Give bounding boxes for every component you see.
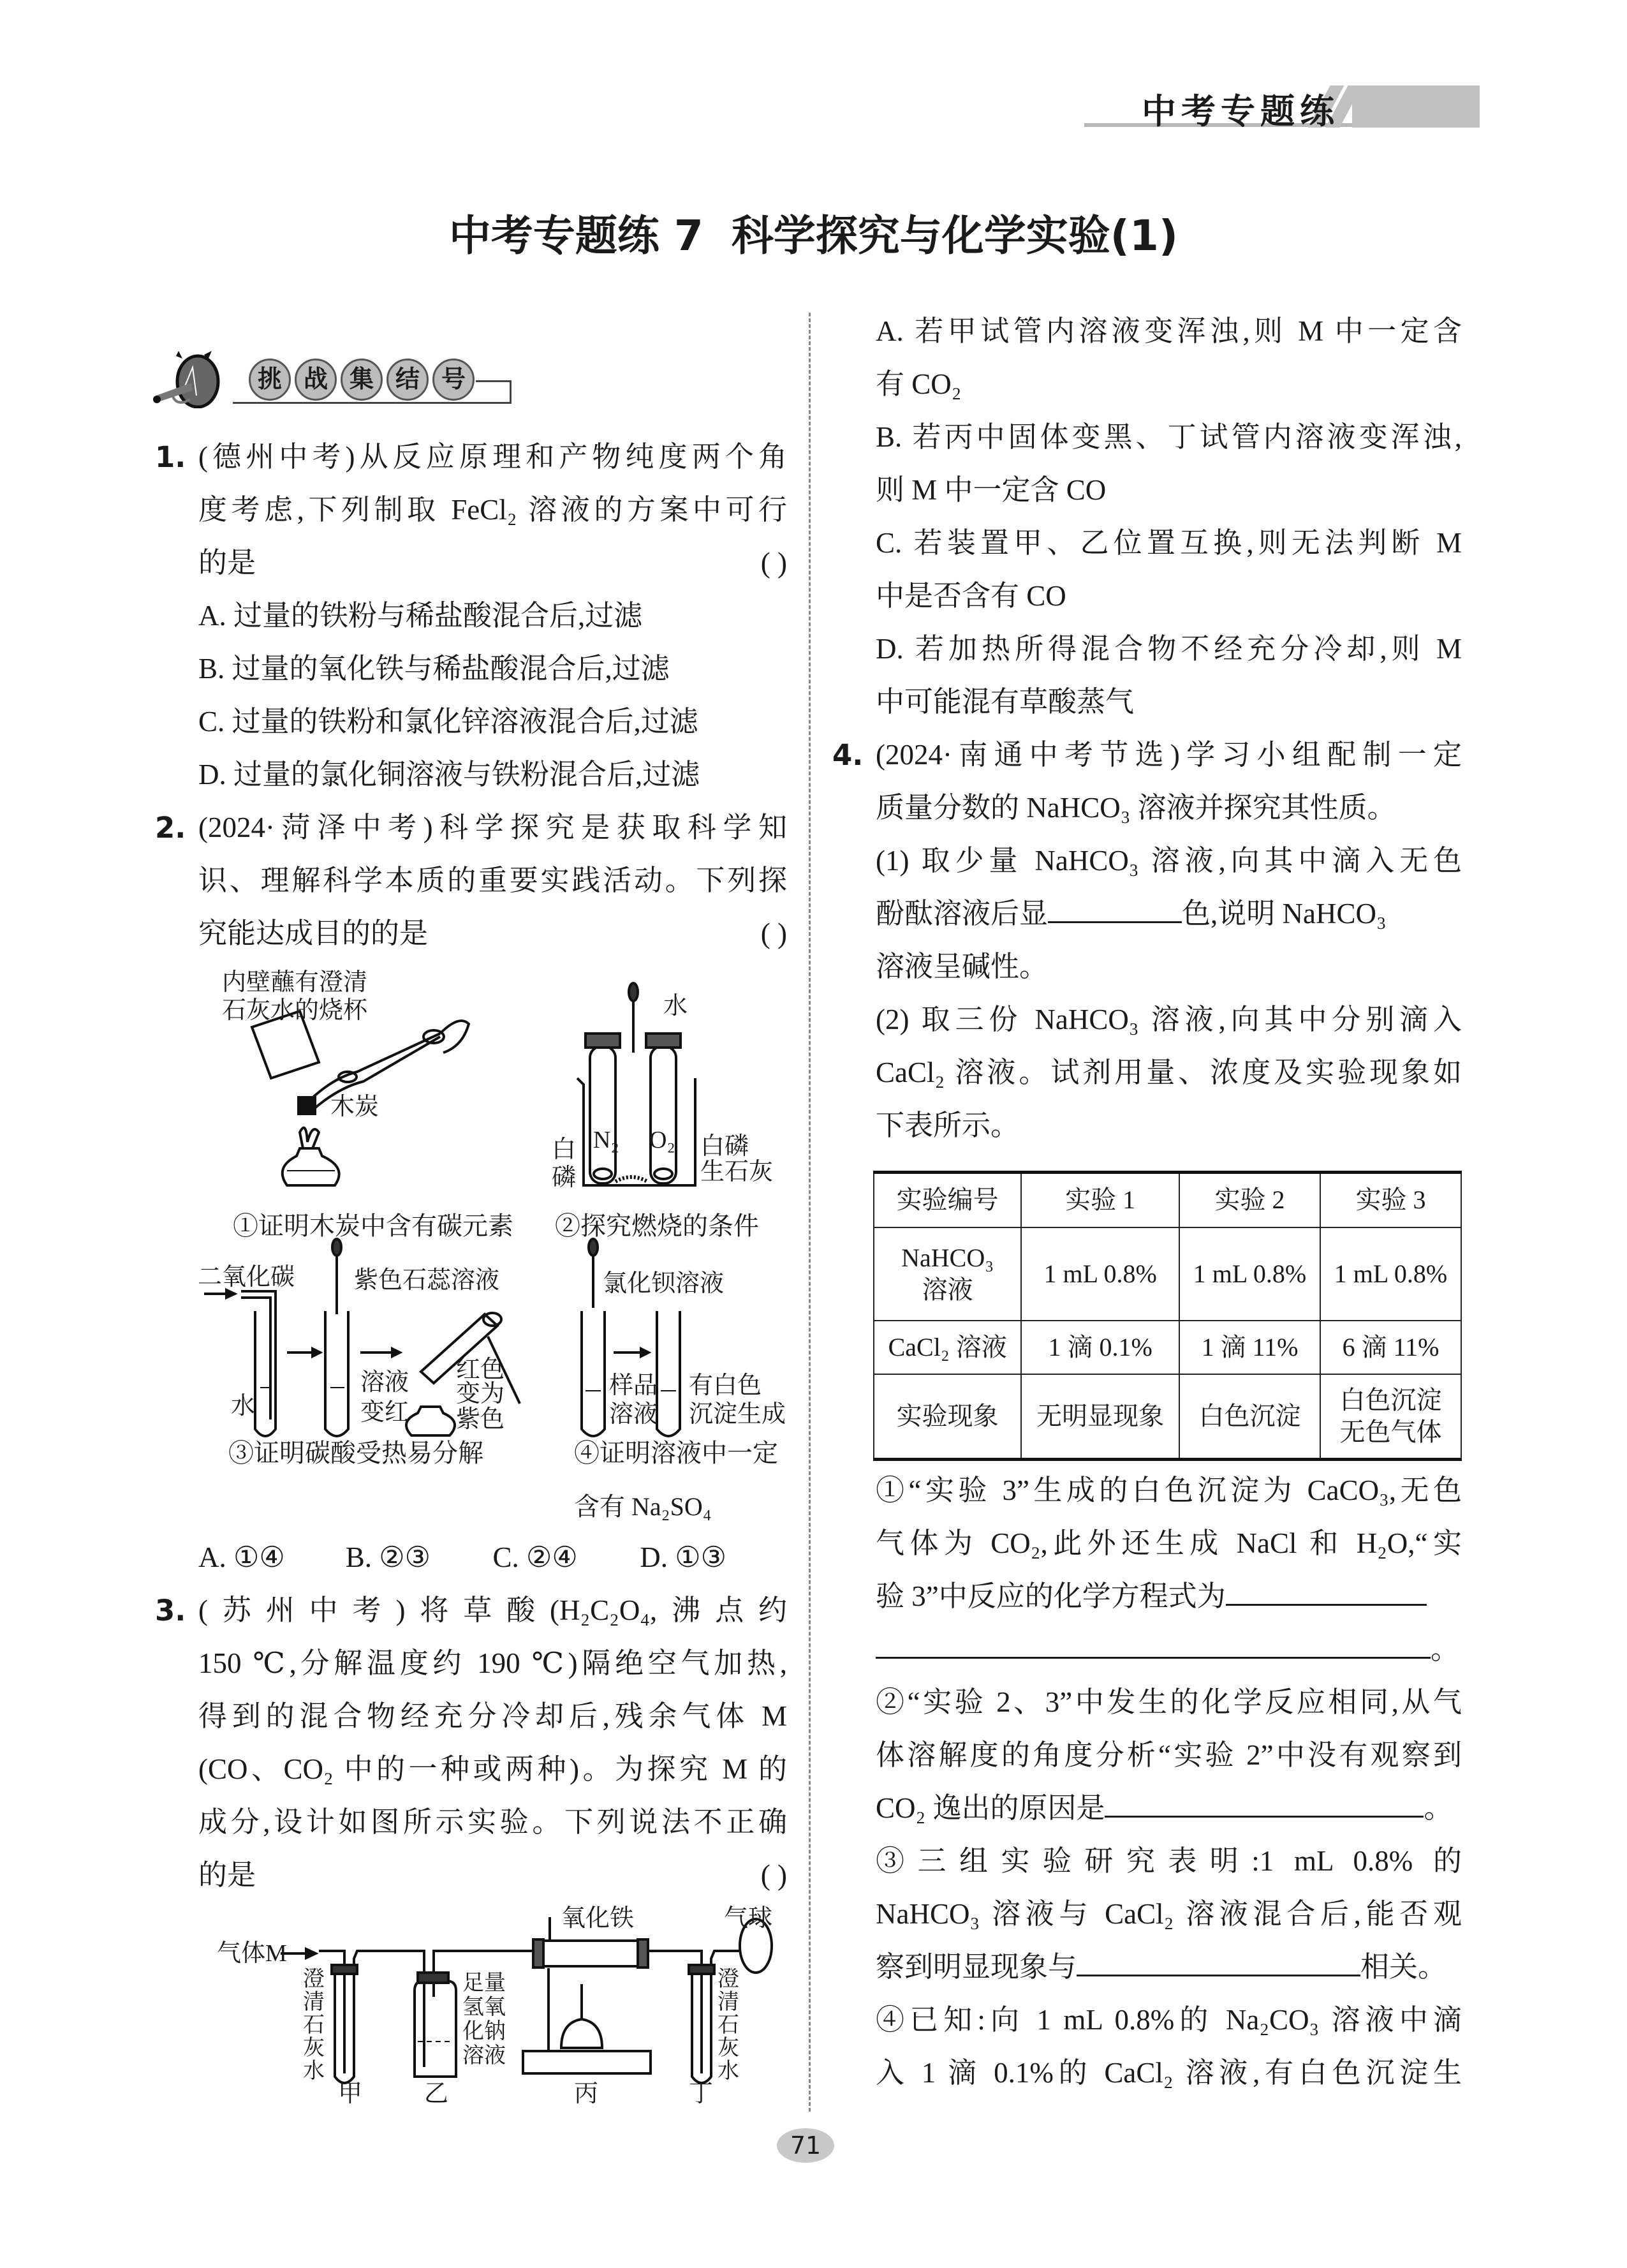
answer-blank[interactable]: ( )	[760, 917, 787, 949]
banner-char: 战	[295, 359, 337, 401]
q4-text: (2024·南通中考节选)学习小组配制一定	[876, 739, 1462, 771]
q4-line	[876, 1941, 1462, 1994]
header-section: 中考专题练	[1142, 93, 1339, 131]
q3-text: 得到的混合物经充分冷却后,残余气体 M	[198, 1700, 787, 1732]
q4-line	[876, 1782, 1462, 1835]
option-a: A. ①④	[198, 1541, 285, 1573]
row-label	[874, 1227, 1021, 1321]
label: 二氧化碳	[198, 1264, 295, 1291]
q4-text: 质量分数的 NaHCO₃ 溶液并探究其性质。	[876, 792, 1396, 824]
q4-text: ①“实验 3”生成的白色沉淀为 CaCO₃,无色	[876, 1474, 1462, 1506]
q4-text: 气体为 CO₂,此外还生成 NaCl 和 H₂O,“实	[876, 1527, 1462, 1559]
option-c: C. 若装置甲、乙位置互换,则无法判断 M	[876, 527, 1462, 559]
label: 足量氢氧化钠溶液	[462, 1971, 506, 2068]
q2-text: (2024·菏泽中考)科学探究是获取科学知	[198, 812, 787, 843]
table-cell	[1320, 1374, 1461, 1460]
q4-text: CO₂ 逸出的原因是	[876, 1792, 1105, 1824]
label: 气体M	[217, 1940, 287, 1967]
answer-blank[interactable]: ( )	[760, 1859, 787, 1891]
table-cell: 1 滴 11%	[1179, 1321, 1320, 1374]
label: 变为	[456, 1381, 505, 1407]
figure-q3-apparatus	[281, 1917, 772, 2083]
label: 样品	[609, 1372, 658, 1399]
label: 生石灰	[700, 1159, 774, 1185]
label: 磷	[552, 1164, 577, 1191]
answer-blank-factor[interactable]	[1077, 1941, 1360, 1976]
question-number: 2.	[155, 811, 186, 845]
table-header: 实验 2	[1179, 1173, 1320, 1227]
option-d: D. 若加热所得混合物不经充分冷却,则 M	[876, 633, 1462, 665]
page-number: 71	[777, 2128, 834, 2163]
question-number: 3.	[155, 1594, 186, 1627]
answer-blank[interactable]: ( )	[760, 547, 787, 579]
label: 气球	[724, 1905, 773, 1932]
label: 内壁蘸有澄清	[222, 969, 368, 996]
option-c-cont: 中是否含有 CO	[876, 580, 1066, 612]
q4-text: 验 3”中反应的化学方程式为	[876, 1580, 1226, 1612]
q3-text: 150 ℃,分解温度约 190 ℃)隔绝空气加热,	[198, 1647, 787, 1679]
label: 丁	[689, 2080, 714, 2107]
title-main: 中考专题练 7	[448, 211, 703, 260]
label: 溶液	[360, 1369, 409, 1396]
label: 甲	[338, 2080, 363, 2107]
figure-caption: ②探究燃烧的条件	[555, 1212, 759, 1240]
label: 氧化铁	[561, 1905, 635, 1932]
q4-line	[832, 729, 1462, 782]
label: 木炭	[330, 1093, 379, 1120]
q4-text: 体溶解度的角度分析“实验 2”中没有观察到	[876, 1739, 1462, 1771]
table-cell: 1 mL 0.8%	[1320, 1227, 1461, 1321]
label: 氯化钡溶液	[603, 1270, 725, 1297]
q4-line	[876, 887, 1462, 940]
q1-text: 度考虑,下列制取 FeCl₂ 溶液的方案中可行	[198, 494, 787, 526]
q4-text: ②“实验 2、3”中发生的化学反应相同,从气	[876, 1686, 1462, 1718]
q4-text: 。	[1424, 1792, 1453, 1824]
figure-caption: 含有 Na₂SO₄	[574, 1492, 712, 1521]
row-label-text: NaHCO₃	[901, 1243, 994, 1272]
label: 紫色石蕊溶液	[354, 1267, 500, 1294]
table-header-row	[874, 1173, 1461, 1227]
option-b: B. 若丙中固体变黑、丁试管内溶液变浑浊,	[876, 421, 1462, 453]
label: 水	[231, 1393, 256, 1419]
experiment-table	[873, 1171, 1462, 1461]
title-sub: 科学探究与化学实验(1)	[731, 211, 1179, 260]
label: 溶液	[609, 1401, 658, 1428]
q4-text: (1) 取少量 NaHCO₃ 溶液,向其中滴入无色	[876, 845, 1462, 877]
q4-text: 相关。	[1360, 1951, 1447, 1983]
table-cell: 1 mL 0.8%	[1021, 1227, 1179, 1321]
q4-text: ③三组实验研究表明:1 mL 0.8% 的	[876, 1845, 1462, 1877]
q1-text: 的是	[198, 547, 256, 579]
label: 丙	[574, 2080, 599, 2107]
label: 有白色	[689, 1372, 762, 1399]
table-cell: 1 滴 0.1%	[1021, 1321, 1179, 1374]
option-a-cont: 有 CO₂	[876, 368, 962, 400]
q4-text: 酚酞溶液后显	[876, 898, 1049, 930]
q4-text: 溶液呈碱性。	[876, 951, 1049, 982]
table-header: 实验 1	[1021, 1173, 1179, 1227]
q4-text: CaCl₂ 溶液。试剂用量、浓度及实验现象如	[876, 1056, 1462, 1088]
table-row	[874, 1374, 1461, 1460]
table-cell: 白色沉淀	[1179, 1374, 1320, 1460]
q4-line	[876, 1570, 1462, 1623]
q4-text: NaHCO₃ 溶液与 CaCl₂ 溶液混合后,能否观	[876, 1898, 1462, 1930]
label: 白磷	[700, 1133, 749, 1160]
option-d-cont: 中可能混有草酸蒸气	[876, 686, 1135, 718]
q4-line	[876, 1623, 1462, 1676]
figure-caption: ①证明木炭中含有碳元素	[233, 1212, 513, 1240]
table-header: 实验编号	[874, 1173, 1021, 1227]
option-b-cont: 则 M 中一定含 CO	[876, 474, 1107, 506]
q1-text: (德州中考)从反应原理和产物纯度两个角	[198, 441, 787, 473]
table-cell: 6 滴 11%	[1320, 1321, 1461, 1374]
option-a: A. 过量的铁粉与稀盐酸混合后,过滤	[198, 600, 643, 632]
option-d: D. ①③	[640, 1541, 726, 1573]
q4-text: 色,说明 NaHCO₃	[1182, 898, 1387, 930]
label: 水	[663, 993, 688, 1019]
question-number: 4.	[832, 738, 864, 772]
label: 沉淀生成	[689, 1401, 786, 1428]
option-b: B. 过量的氧化铁与稀盐酸混合后,过滤	[198, 653, 670, 685]
q4-text: 。	[1431, 1633, 1460, 1665]
option-c: C. ②④	[492, 1541, 578, 1573]
table-cell-text: 白色沉淀	[1339, 1385, 1442, 1414]
banner-char: 号	[432, 359, 475, 401]
q4-text: ④已知:向 1 mL 0.8%的 Na₂CO₃ 溶液中滴	[876, 2004, 1462, 2036]
q3-text: 的是	[198, 1859, 256, 1891]
label: 石灰水的烧杯	[222, 997, 368, 1024]
table-cell: 无明显现象	[1021, 1374, 1179, 1460]
option-b: B. ②③	[345, 1541, 431, 1573]
q4-text: 入 1 滴 0.1%的 CaCl₂ 溶液,有白色沉淀生	[876, 2057, 1462, 2089]
row-label: CaCl₂ 溶液	[874, 1321, 1021, 1374]
label: 澄清石灰水	[303, 1968, 325, 2083]
label: O₂	[649, 1127, 675, 1153]
q3-text: 成分,设计如图所示实验。下列说法不正确	[198, 1806, 787, 1838]
q2-text: 识、理解科学本质的重要实践活动。下列探	[198, 864, 787, 896]
banner-char: 结	[387, 359, 429, 401]
label: 变红	[360, 1399, 409, 1426]
row-label: 实验现象	[874, 1374, 1021, 1460]
label: 红色	[456, 1356, 505, 1383]
label: 澄清石灰水	[718, 1968, 739, 2083]
label: 紫色	[456, 1406, 505, 1433]
option-c: C. 过量的铁粉和氯化锌溶液混合后,过滤	[198, 706, 698, 737]
table-header: 实验 3	[1320, 1173, 1461, 1227]
label: 乙	[424, 2080, 449, 2107]
figure-caption: ④证明溶液中一定	[574, 1439, 778, 1467]
q3-options	[876, 305, 1462, 729]
label: N₂	[593, 1127, 619, 1153]
q4-text: 下表所示。	[876, 1109, 1020, 1141]
q2-text: 究能达成目的的是	[198, 917, 429, 949]
option-a: A. 若甲试管内溶液变浑浊,则 M 中一定含	[876, 315, 1462, 347]
figure-caption: ③证明碳酸受热易分解	[228, 1439, 483, 1467]
option-d: D. 过量的氯化铜溶液与铁粉混合后,过滤	[198, 759, 700, 790]
table-cell: 1 mL 0.8%	[1179, 1227, 1320, 1321]
q3-text: (苏州中考)将草酸(H₂C₂O₄,沸点约	[198, 1594, 787, 1626]
label: 白	[552, 1136, 577, 1163]
banner-char: 集	[341, 359, 383, 401]
answer-blank-reason[interactable]	[1105, 1783, 1424, 1818]
answer-blank-equation-cont[interactable]	[876, 1624, 1431, 1659]
q3-text: (CO、CO₂ 中的一种或两种)。为探究 M 的	[198, 1753, 787, 1785]
banner-char: 挑	[249, 359, 291, 401]
answer-blank-color[interactable]	[1048, 888, 1182, 923]
table-row	[874, 1227, 1461, 1321]
q4-text: 察到明显现象与	[876, 1951, 1077, 1983]
q4-text: (2) 取三份 NaHCO₃ 溶液,向其中分别滴入	[876, 1004, 1462, 1035]
answer-blank-equation[interactable]	[1226, 1571, 1427, 1606]
question-number: 1.	[155, 440, 186, 474]
table-row	[874, 1321, 1461, 1374]
table-cell-text: 无色气体	[1339, 1417, 1442, 1446]
row-label-text: 溶液	[922, 1275, 973, 1304]
